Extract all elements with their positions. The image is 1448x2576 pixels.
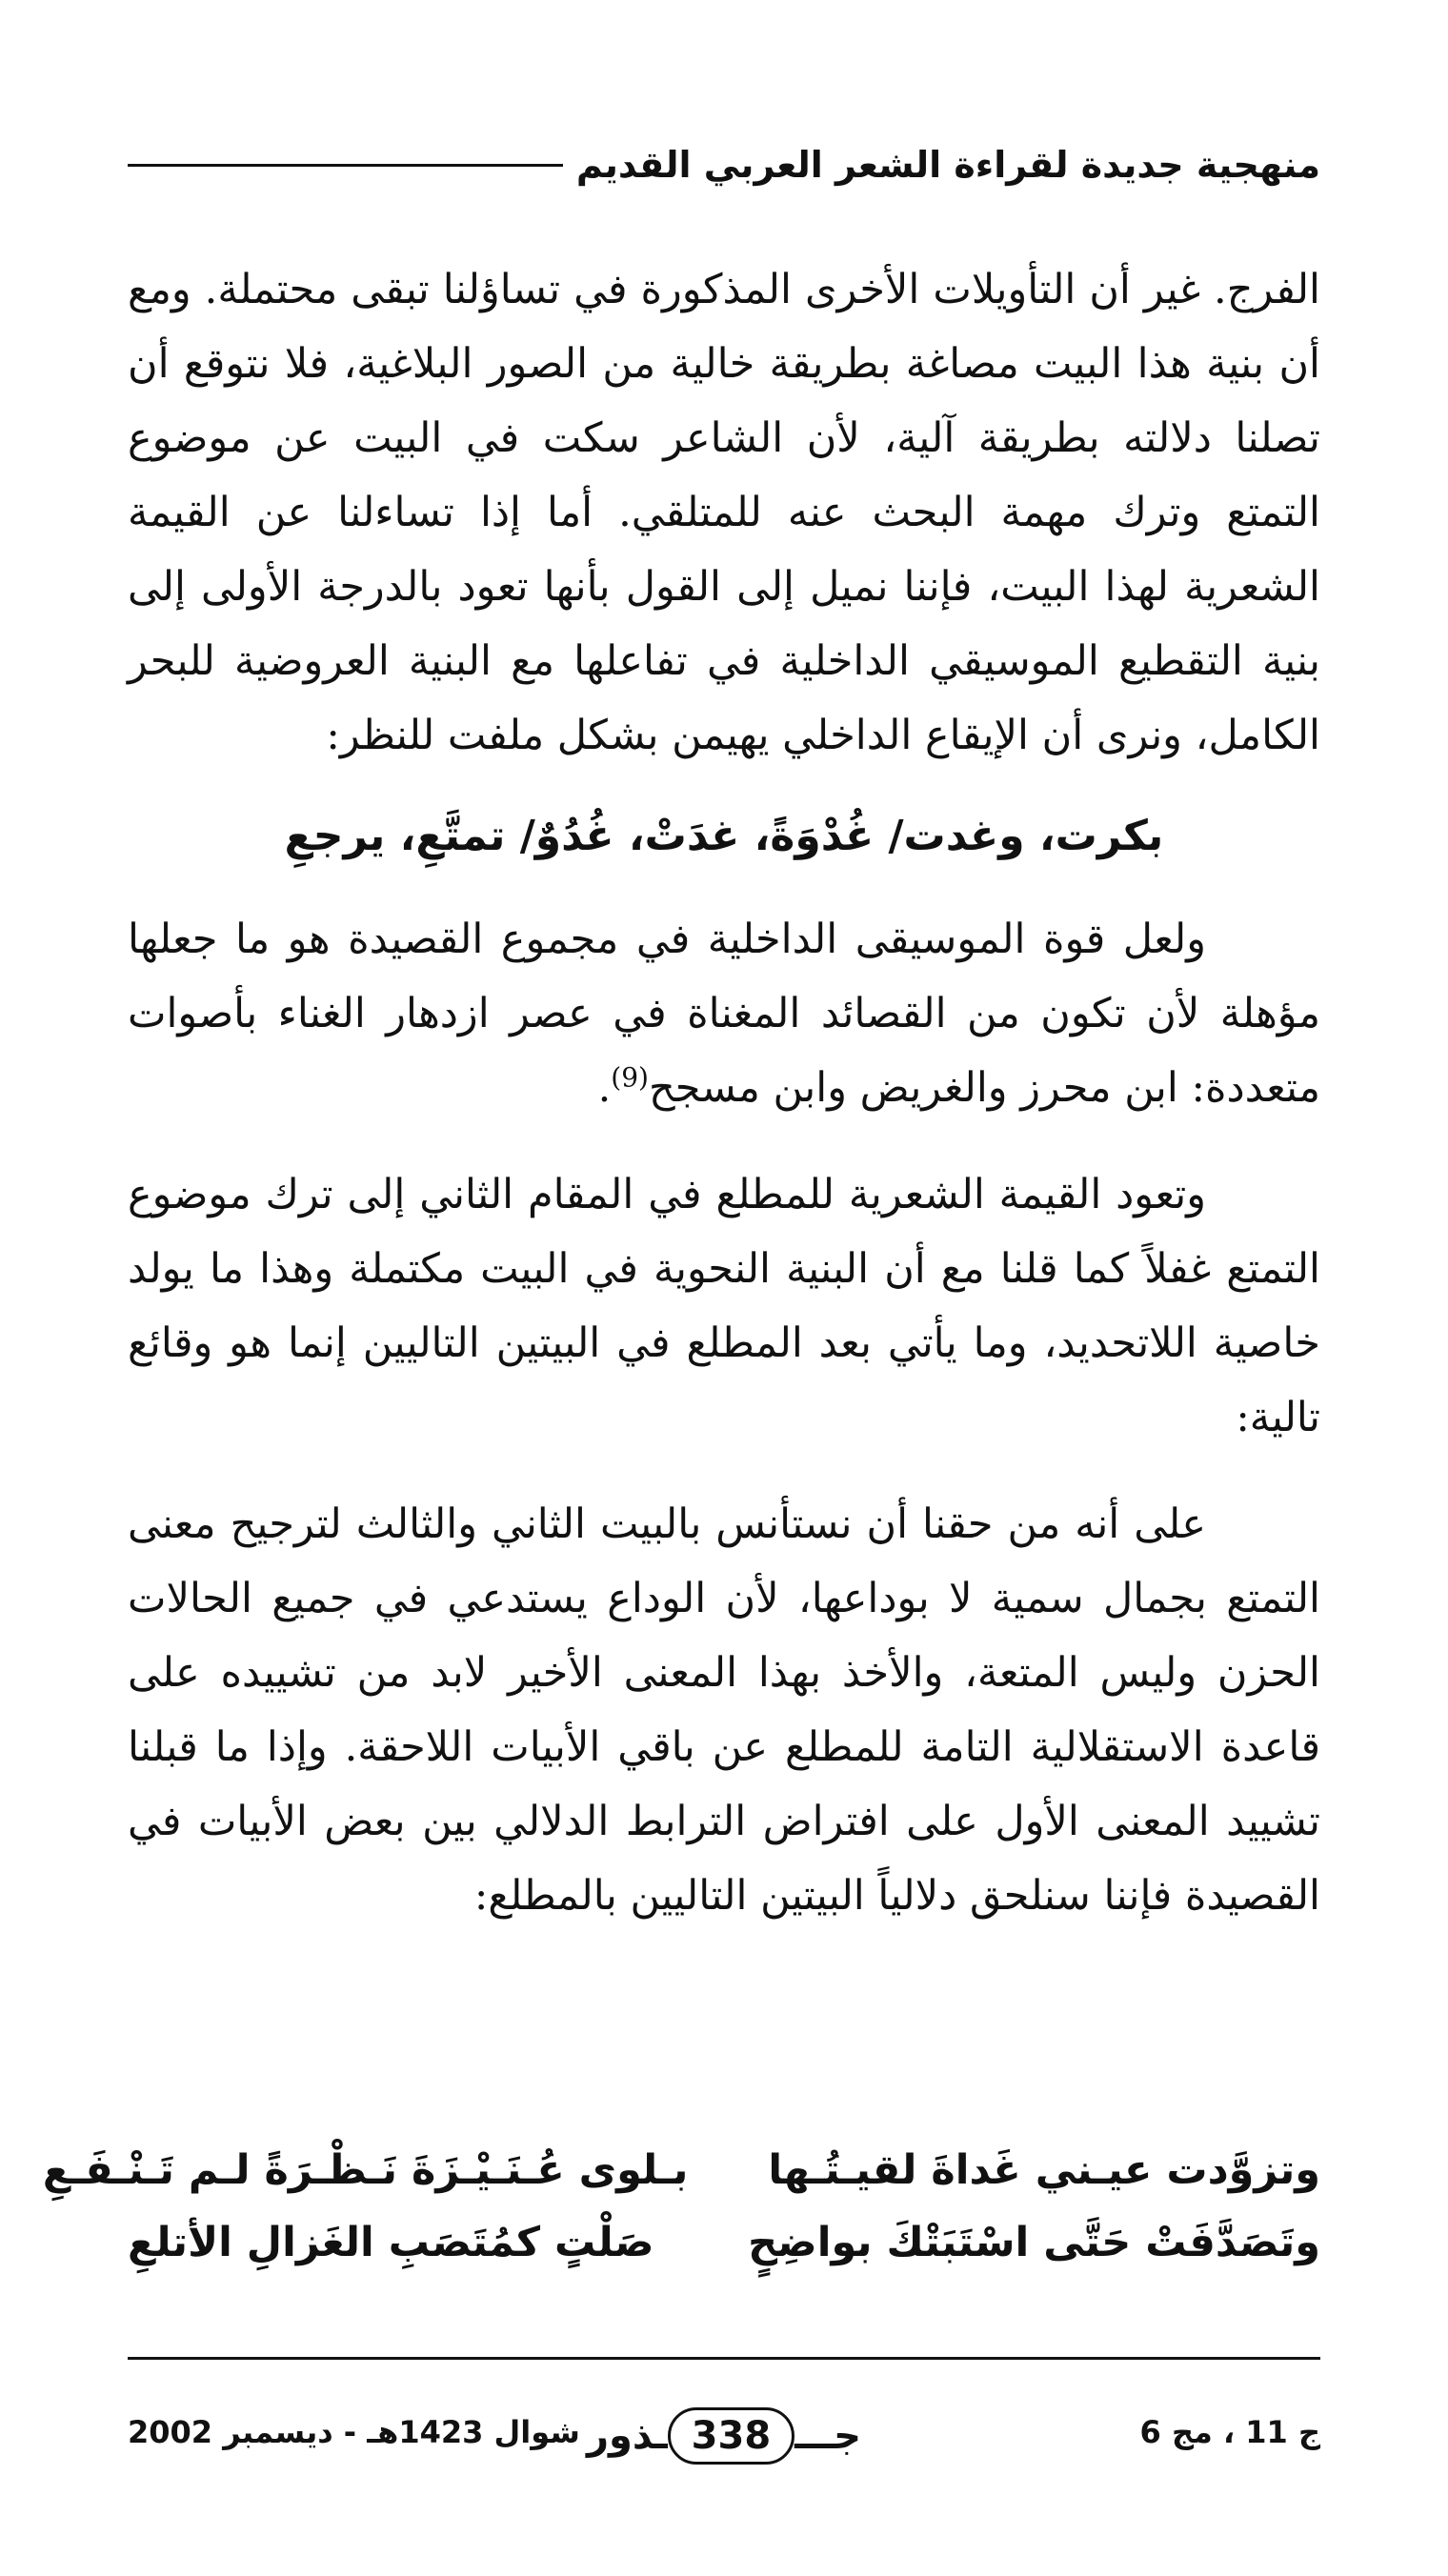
paragraph-2 (128, 902, 1320, 1125)
journal-name-right: جـــ (794, 2414, 862, 2458)
paragraph-2-end: . (597, 1064, 612, 1112)
page-footer (128, 2393, 1320, 2479)
header-title: منهجية جديدة لقراءة الشعر العربي القديم (575, 144, 1320, 186)
body-text (128, 252, 1320, 1933)
poem-hemistich-first: وتزوَّدت عيـني غَداةَ لقيـتُـها (768, 2146, 1320, 2194)
paragraph-4: على أنه من حقنا أن نستأنس بالبيت الثاني والثالث لترجيح معنى التمتع بجمال سمية لا بوداعها، لأن الوداع يستدعي في جميع الحالات الحزن وليس المتعة، والأخذ بهذا المعنى الأخير لابد من تشييده على قاعدة الاستقلالية التامة للمطلع عن باقي الأبيات اللاحقة. وإذا ما قبلنا تشييد المعنى الأول على افتراض الترابط الدلالي بين بعض الأبيات في القصيدة فإننا سنلحق دلالياً البيتين التاليين بالمطلع: (128, 1500, 1320, 1920)
footnote-marker: (9) (611, 1061, 649, 1094)
page-number: 338 (668, 2407, 795, 2465)
running-header (128, 133, 1320, 196)
issue-date: شوال 1423هـ - ديسمبر 2002 (128, 2414, 580, 2450)
poem-line (42, 2134, 1320, 2206)
paragraph-1: الفرج. غير أن التأويلات الأخرى المذكورة في تساؤلنا تبقى محتملة. ومع أن بنية هذا البيت مصاغة بطريقة خالية من الصور البلاغية، فلا نتوقع أن تصلنا دلالته بطريقة آلية، لأن الشاعر سكت في البيت عن موضوع التمتع وترك مهمة البحث عنه للمتلقي. أما إذا تساءلنا عن القيمة الشعرية لهذا البيت، فإننا نميل إلى القول بأنها تعود بالدرجة الأولى إلى بنية التقطيع الموسيقي الداخلية في تفاعلها مع البنية العروضية للبحر الكامل، ونرى أن الإيقاع الداخلي يهيمن بشكل ملفت للنظر: (128, 266, 1320, 759)
poem-line (128, 2206, 1320, 2279)
poem-hemistich-first: وتَصَدَّفَتْ حَتَّى اسْتَبَتْكَ بواضِحٍ (748, 2219, 1320, 2266)
poem-hemistich-second: بـلوى عُـنَـيْـزَةَ نَـظْـرَةً لـم تَـنْـفَـعِ (42, 2146, 689, 2194)
poem-hemistich-second: صَلْتٍ كمُتَصَبِ الغَزالِ الأتلعِ (128, 2219, 654, 2266)
poem-verses (42, 2134, 1320, 2279)
issue-info: ج 11 ، مج 6 (1139, 2414, 1320, 2450)
verse-rhythm-line: بكرت، وغدت/ غُدْوَةً، غدَتْ، غُدُوٌ/ تمتَّعِ، يرجعِ (284, 812, 1164, 860)
paragraph-2-text: ولعل قوة الموسيقى الداخلية في مجموع القصيدة هو ما جعلها مؤهلة لأن تكون من القصائد المغناة في عصر ازدهار الغناء بأصوات متعددة: ابن محرز والغريض وابن مسجح (128, 916, 1320, 1112)
footer-rule (128, 2357, 1320, 2360)
header-rule (128, 164, 563, 167)
journal-mark (587, 2393, 861, 2479)
paragraph-3: وتعود القيمة الشعرية للمطلع في المقام الثاني إلى ترك موضوع التمتع غفلاً كما قلنا مع أن البنية النحوية في البيت مكتملة وهذا ما يولد خاصية اللاتحديد، وما يأتي بعد المطلع في البيتين التاليين إنما هو وقائع تالية: (128, 1171, 1320, 1441)
journal-name-left: ـذور (586, 2414, 668, 2458)
